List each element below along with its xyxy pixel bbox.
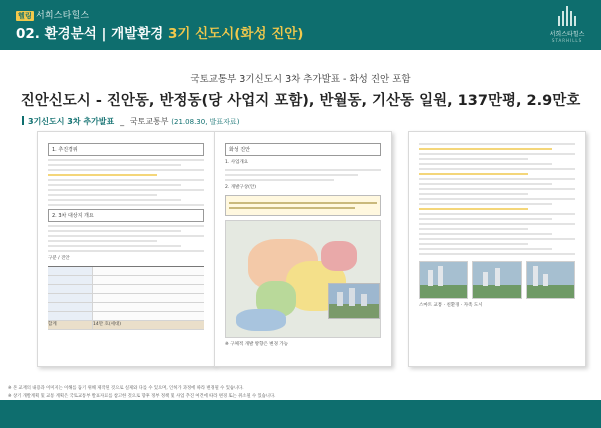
p3-caption: 스마트 교통 · 친환경 · 자족 도시 (419, 303, 483, 308)
p2-section-title: 화성 진안 (225, 143, 381, 156)
p1-total-label: 합계 (48, 321, 93, 329)
source-org: 국토교통부 (129, 117, 169, 126)
document-page-1 (37, 131, 215, 367)
p3-image-1 (419, 261, 468, 299)
logo-text: 서희스타힐스 (549, 31, 585, 38)
p2-caption: ※ 구체적 개발 방향은 변경 가능 (225, 342, 289, 347)
p1-table-header: 구분 / 진안 (48, 256, 70, 261)
p2-item1: 1. 사업개요 (225, 160, 249, 165)
subtitle: 국토교통부 3기신도시 3차 추가발표 - 화성 진안 포함 (190, 74, 411, 85)
source-bar-icon (22, 116, 24, 125)
source-date: (21.08.30, 발표자료) (171, 118, 240, 126)
source-caption (22, 116, 239, 127)
p1-section1-title: 1. 추진경위 (48, 143, 204, 156)
p2-item2: 2. 개발구상(안) (225, 185, 256, 190)
p1-summary-table (48, 266, 204, 330)
document-page-2 (214, 131, 392, 367)
p1-total-value: 14만 호(세대) (93, 321, 204, 329)
brand-name: 서희스타힐스 (35, 11, 90, 21)
logo-subtext: STARHILLS (551, 38, 583, 43)
page-title-accent: 3기 신도시(화성 진안) (167, 26, 304, 42)
p2-development-map (225, 220, 381, 338)
page-title-section: 02. 환경분석 | 개발환경 (16, 26, 168, 42)
page-title (16, 22, 303, 42)
p2-render-image (328, 283, 380, 319)
header-band (0, 0, 601, 50)
p1-section2-title: 2. 3차 대상지 개요 (48, 209, 204, 222)
document-page-3 (408, 131, 586, 367)
footnote-1: ※ 본 교재의 내용과 이미지는 이해를 돕기 위해 제작된 것으로 실제와 다를 수 있으며, 인허가 과정에 따라 변경될 수 있습니다. (8, 386, 244, 391)
headline: 진안신도시 - 진안동, 반정동(당 사업지 포함), 반월동, 기산동 일원, 137만평, 2.9만호 (20, 93, 581, 109)
logo-bars-icon (547, 6, 587, 26)
source-label: 3기신도시 3차 추가발표 (28, 117, 115, 126)
p3-image-2 (472, 261, 521, 299)
p3-image-3 (526, 261, 575, 299)
footnote-2: ※ 상기 개발계획 및 교통 계획은 국토교통부 발표자료를 참고한 것으로 향후 정부 정책 및 사업 추진 여건에 따라 변경 또는 취소될 수 있습니다. (8, 394, 276, 399)
bottom-band (0, 400, 601, 428)
p2-highlight-box (225, 195, 381, 216)
brand (16, 8, 89, 21)
brand-logo (547, 6, 587, 46)
p3-image-row (419, 261, 575, 299)
brand-badge: 헬링 (18, 12, 32, 20)
source-separator: _ (120, 117, 125, 126)
